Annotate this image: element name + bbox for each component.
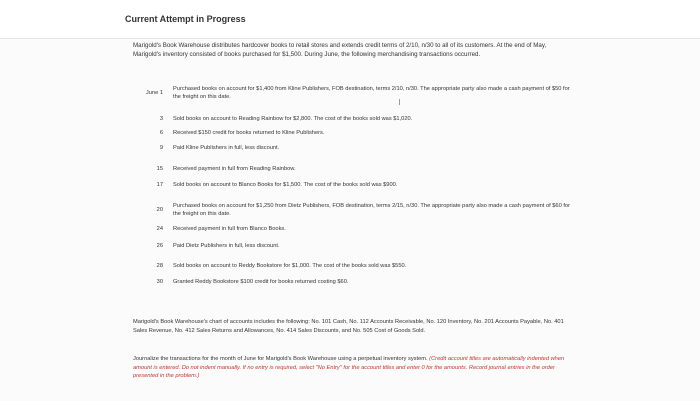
transaction-date: 28 [156, 263, 163, 269]
transaction-text: Received $150 credit for books returned to Kline Publishers. [173, 130, 325, 136]
transaction-date: June 1 [145, 90, 163, 96]
page-title: Current Attempt in Progress [125, 14, 246, 24]
transaction-text: Paid Kline Publishers in full, less discount. [173, 145, 280, 151]
text-cursor [399, 99, 400, 105]
transaction-text: Received payment in full from Reading Rainbow. [173, 166, 296, 172]
transaction-row [133, 182, 573, 190]
transaction-row [133, 166, 573, 174]
transaction-date: 26 [156, 243, 163, 249]
transaction-text: Granted Reddy Bookstore $100 credit for books returned costing $60. [173, 279, 349, 285]
transaction-date: 20 [156, 207, 163, 213]
instructions-note: (Credit account titles are automatically indented when amount is entered. Do not indent manually. If no entry is required, select "No Entry" for the account titles and enter 0 for the amounts. Record journal entries in the order presented in the problem.) [133, 356, 565, 379]
transaction-text: Received payment in full from Blanco Books. [173, 226, 286, 232]
transaction-row [133, 116, 573, 124]
transaction-row [133, 263, 573, 271]
transaction-text: Paid Dietz Publishers in full, less discount. [173, 243, 280, 249]
instructions-text: Journalize the transactions for the month of June for Marigold's Book Warehouse using a perpetual inventory system. [133, 356, 428, 362]
transaction-row [133, 130, 573, 138]
transaction-text: Purchased books on account for $1,400 from Kline Publishers, FOB destination, terms 2/10, n/30. The appropriate party also made a cash payment of $50 for the freight on this date. [173, 86, 570, 100]
problem-intro: Marigold's Book Warehouse distributes hardcover books to retail stores and extends credit terms of 2/10, n/30 to all of its customers. At the end of May, Marigold's inventory consisted of books purchased for $1,500. During June, the following merchandising transactions occurred. [133, 42, 547, 58]
transaction-text: Sold books on account to Blanco Books for $1,500. The cost of the books sold was $900. [173, 182, 398, 188]
transaction-row [133, 145, 573, 153]
chart-of-accounts: Marigold's Book Warehouse's chart of accounts includes the following: No. 101 Cash, No. 112 Accounts Receivable, No. 120 Inventory, No. 201 Accounts Payable, No. 401 Sales Revenue, No. 412 Sales Returns and Allowances, No. 414 Sales Discounts, and No. 505 Cost of Goods Sold. [133, 319, 564, 334]
transaction-text: Sold books on account to Reddy Bookstore for $1,000. The cost of the books sold was $550. [173, 263, 407, 269]
transaction-row [133, 203, 573, 219]
transaction-row [133, 279, 573, 287]
transaction-row [133, 226, 573, 234]
transaction-row [133, 86, 573, 102]
transaction-date: 9 [159, 145, 163, 151]
transaction-date: 30 [156, 279, 163, 285]
header-bar [0, 0, 700, 39]
transaction-date: 3 [159, 116, 163, 122]
transaction-date: 15 [156, 166, 163, 172]
transaction-row [133, 243, 573, 251]
instructions [133, 355, 573, 381]
transaction-date: 6 [159, 130, 163, 136]
transaction-date: 17 [156, 182, 163, 188]
transaction-date: 24 [156, 226, 163, 232]
transaction-text: Purchased books on account for $1,250 from Dietz Publishers, FOB destination, terms 2/15, n/30. The appropriate party also made a cash payment of $60 for the freight on this date. [173, 203, 570, 217]
transaction-text: Sold books on account to Reading Rainbow for $2,800. The cost of the books sold was $1,020. [173, 116, 413, 122]
